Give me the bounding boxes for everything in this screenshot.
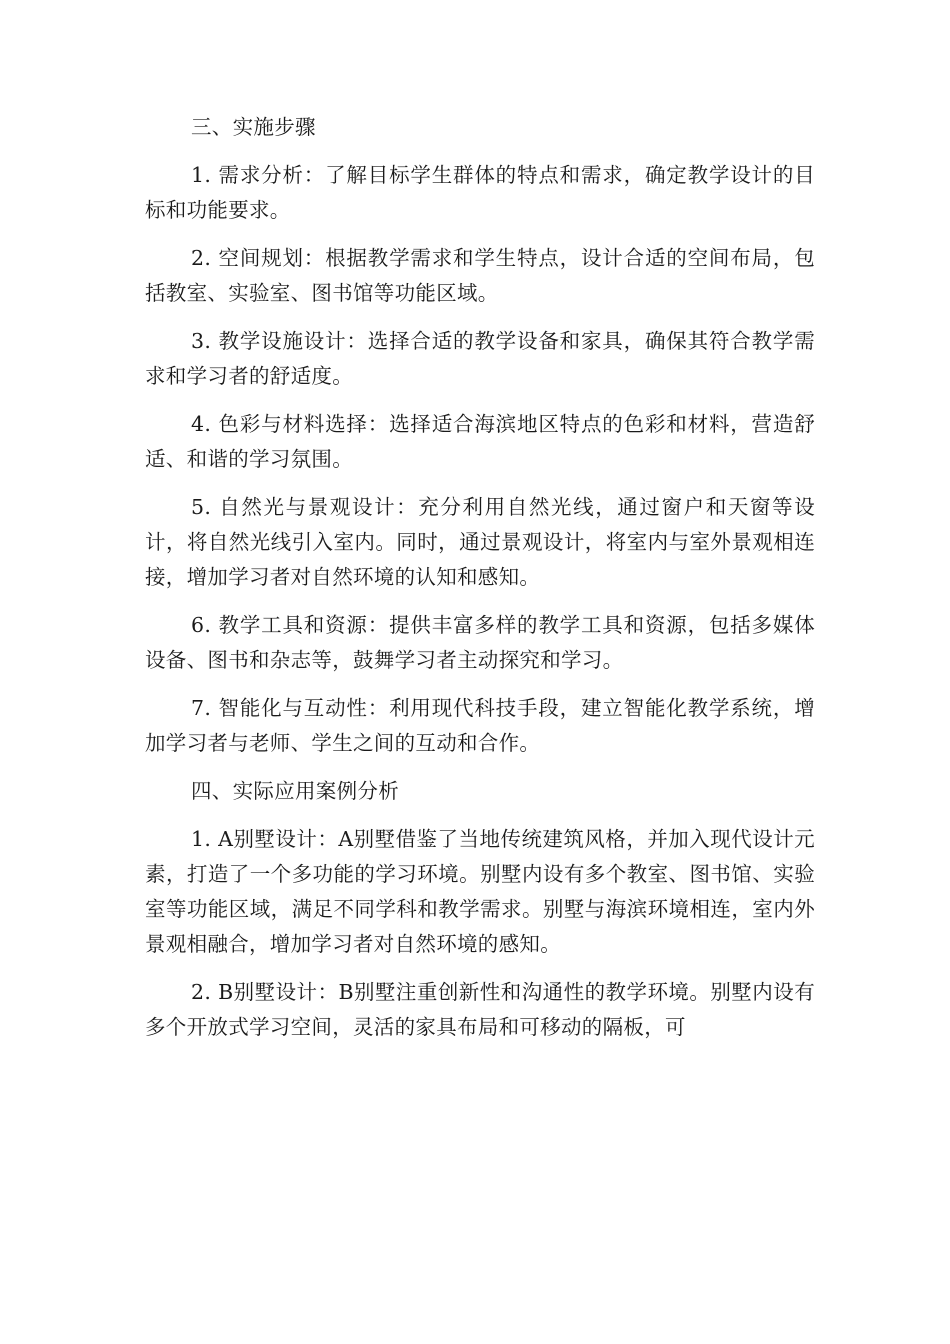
case-villa-b: 2. B别墅设计：B别墅注重创新性和沟通性的教学环境。别墅内设有多个开放式学习空间，灵活的家具布局和可移动的隔板，可 <box>145 980 815 1039</box>
step-needs-analysis: 1. 需求分析：了解目标学生群体的特点和需求，确定教学设计的目标和功能要求。 <box>145 163 815 222</box>
step-color-material: 4. 色彩与材料选择：选择适合海滨地区特点的色彩和材料，营造舒适、和谐的学习氛围。 <box>145 412 815 471</box>
step-natural-light-landscape: 5. 自然光与景观设计：充分利用自然光线，通过窗户和天窗等设计，将自然光线引入室内。同时，通过景观设计，将室内与室外景观相连接，增加学习者对自然环境的认知和感知。 <box>145 495 815 589</box>
step-smart-interactive: 7. 智能化与互动性：利用现代科技手段，建立智能化教学系统，增加学习者与老师、学生之间的互动和合作。 <box>145 696 815 755</box>
step-facility-design: 3. 教学设施设计：选择合适的教学设备和家具，确保其符合教学需求和学习者的舒适度。 <box>145 329 815 388</box>
step-teaching-tools: 6. 教学工具和资源：提供丰富多样的教学工具和资源，包括多媒体设备、图书和杂志等，鼓舞学习者主动探究和学习。 <box>145 613 815 672</box>
section-heading-implementation-steps: 三、实施步骤 <box>191 115 316 139</box>
document-body <box>145 110 815 1058</box>
case-villa-a: 1. A别墅设计：A别墅借鉴了当地传统建筑风格，并加入现代设计元素，打造了一个多功能的学习环境。别墅内设有多个教室、图书馆、实验室等功能区域，满足不同学科和教学需求。别墅与海滨环境相连，室内外景观相融合，增加学习者对自然环境的感知。 <box>145 827 815 956</box>
section-heading-case-analysis: 四、实际应用案例分析 <box>191 779 399 803</box>
step-space-planning: 2. 空间规划：根据教学需求和学生特点，设计合适的空间布局，包括教室、实验室、图书馆等功能区域。 <box>145 246 815 305</box>
